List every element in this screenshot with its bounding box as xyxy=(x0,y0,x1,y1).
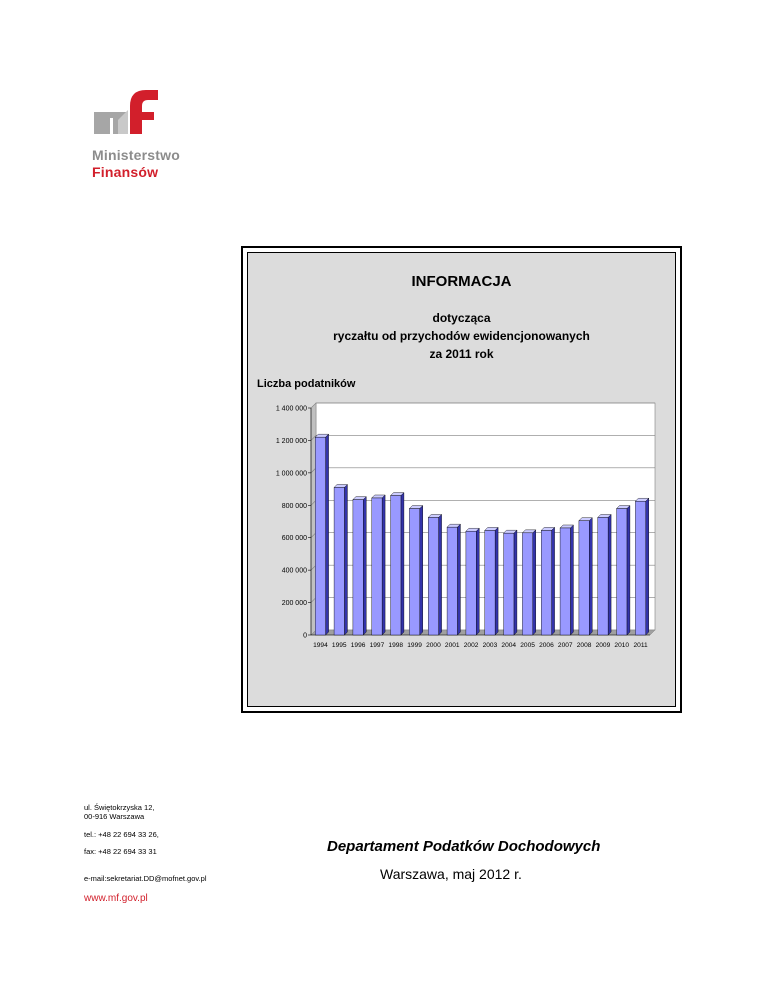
chart-bar xyxy=(353,500,363,635)
chart-x-tick-label: 2003 xyxy=(482,642,498,649)
chart-y-tick-label: 0 xyxy=(303,632,307,640)
chart-x-tick-label: 2009 xyxy=(595,642,611,649)
chart-bar xyxy=(541,530,551,635)
chart-y-axis-label: Liczba podatników xyxy=(257,378,356,390)
chart-x-tick-label: 2002 xyxy=(463,642,479,649)
chart-bar-side xyxy=(420,506,423,635)
logo-text-ministerstwo: Ministerstwo xyxy=(92,147,180,163)
chart-bar-side xyxy=(627,506,630,635)
email-text: e-mail:sekretariat.DD@mofnet.gov.pl xyxy=(84,874,207,883)
chart-bar-side xyxy=(326,434,329,635)
chart-bar-side xyxy=(589,518,592,635)
chart-bar-side xyxy=(439,514,442,635)
chart-bar xyxy=(485,530,495,635)
chart-bar-side xyxy=(476,528,479,635)
chart-bar-side xyxy=(570,525,573,635)
chart-bar-side xyxy=(552,527,555,635)
chart-bar xyxy=(522,533,532,635)
address-line-1: ul. Świętokrzyska 12, xyxy=(84,803,155,812)
mf-logo xyxy=(92,86,212,180)
chart-svg xyxy=(253,398,658,668)
chart-bar xyxy=(560,528,570,635)
mf-logo-icon xyxy=(92,86,162,144)
chart-bar-side xyxy=(514,530,517,635)
chart-bar xyxy=(372,498,382,635)
chart-bar xyxy=(504,533,514,635)
chart-x-tick-label: 1995 xyxy=(331,642,347,649)
chart-x-tick-label: 2008 xyxy=(576,642,592,649)
chart-bar xyxy=(466,531,476,635)
chart-bar xyxy=(598,517,608,635)
chart-y-tick-label: 400 000 xyxy=(281,567,307,575)
chart-bar-side xyxy=(608,514,611,635)
chart-bar-side xyxy=(495,527,498,635)
cover-subtitle-line-3: za 2011 rok xyxy=(429,347,494,361)
fax-text: fax: +48 22 694 33 31 xyxy=(84,847,157,856)
place-date: Warszawa, maj 2012 r. xyxy=(380,866,522,882)
chart-x-tick-label: 2004 xyxy=(501,642,517,649)
chart-bar-side xyxy=(382,495,385,635)
chart-bar xyxy=(315,437,325,635)
chart-bar-side xyxy=(344,484,347,635)
chart-bar xyxy=(409,509,419,635)
chart-x-tick-label: 2000 xyxy=(426,642,441,649)
chart-x-tick-label: 1997 xyxy=(369,642,385,649)
chart-x-tick-label: 2005 xyxy=(520,642,535,649)
chart-y-tick-label: 800 000 xyxy=(281,502,307,510)
cover-title: INFORMACJA xyxy=(411,273,512,290)
chart-x-tick-label: 1999 xyxy=(407,642,422,649)
chart-bar-side xyxy=(533,530,536,635)
chart-bar xyxy=(447,527,457,635)
chart-bar xyxy=(579,521,589,635)
chart-y-tick-label: 1 200 000 xyxy=(275,437,307,445)
chart-x-tick-label: 2010 xyxy=(614,642,630,649)
cover-subtitle-line-2: ryczałtu od przychodów ewidencjonowanych xyxy=(333,329,590,343)
phone-text: tel.: +48 22 694 33 26, xyxy=(84,830,159,839)
department-name: Departament Podatków Dochodowych xyxy=(327,838,601,855)
chart-x-tick-label: 1994 xyxy=(313,642,328,649)
taxpayers-bar-chart xyxy=(253,398,658,668)
chart-y-tick-label: 1 000 000 xyxy=(275,470,307,478)
chart-x-tick-label: 2001 xyxy=(444,642,460,649)
chart-bar-side xyxy=(646,498,649,635)
chart-y-tick-label: 1 400 000 xyxy=(275,405,307,413)
chart-x-tick-label: 1998 xyxy=(388,642,404,649)
chart-bar-side xyxy=(363,497,366,635)
cover-subtitle-line-1: dotycząca xyxy=(432,311,491,325)
chart-bar xyxy=(617,509,627,635)
chart-y-tick-label: 200 000 xyxy=(281,600,307,608)
chart-x-tick-label: 2006 xyxy=(539,642,554,649)
chart-x-tick-label: 2011 xyxy=(633,642,648,649)
chart-x-tick-label: 2007 xyxy=(557,642,573,649)
chart-bar-side xyxy=(401,493,404,635)
chart-bar xyxy=(635,501,645,635)
chart-x-tick-label: 1996 xyxy=(350,642,366,649)
website-link[interactable]: www.mf.gov.pl xyxy=(84,893,148,904)
chart-bar xyxy=(334,487,344,635)
chart-bar xyxy=(428,517,438,635)
address-line-2: 00-916 Warszawa xyxy=(84,812,145,821)
chart-bar-side xyxy=(457,524,460,635)
chart-bar xyxy=(391,496,401,635)
logo-text-finansow: Finansów xyxy=(92,164,159,180)
chart-y-tick-label: 600 000 xyxy=(281,535,307,543)
